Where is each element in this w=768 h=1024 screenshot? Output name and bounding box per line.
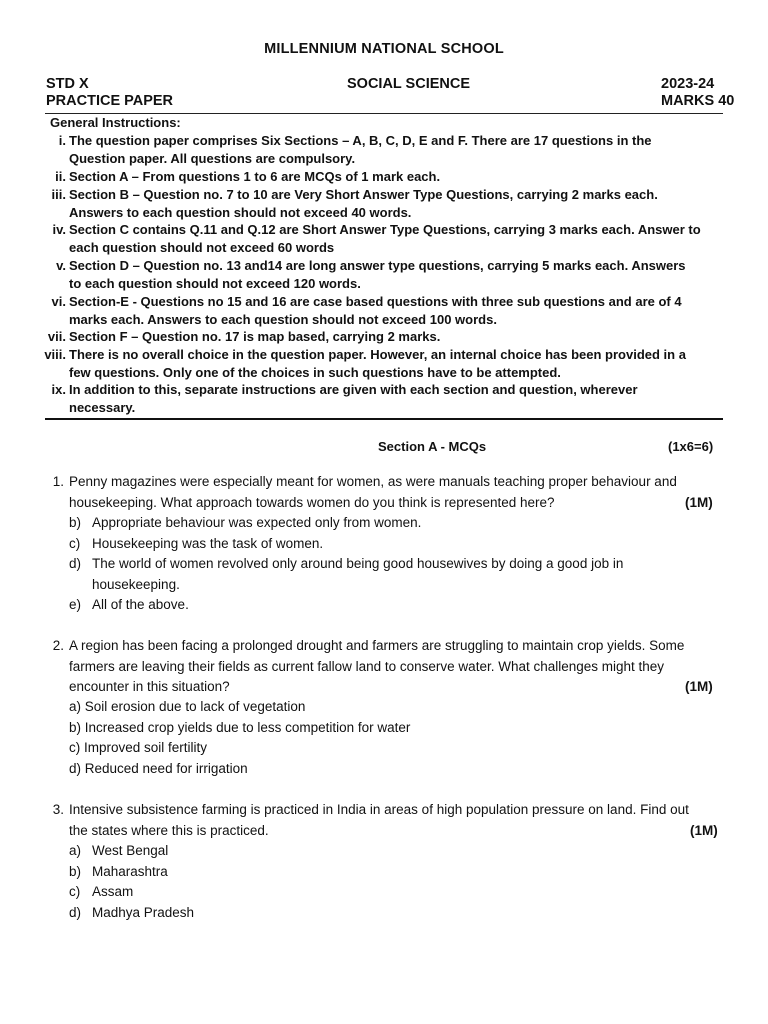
instruction-number: ii.: [55, 169, 66, 184]
question-line: Penny magazines were especially meant for women, as were manuals teaching proper behaviour and: [69, 474, 677, 489]
instructions-divider: [45, 418, 723, 420]
option: b) Increased crop yields due to less competition for water: [69, 720, 411, 735]
question-line: housekeeping. What approach towards women do you think is represented here?: [69, 494, 555, 510]
school-name: MILLENNIUM NATIONAL SCHOOL: [264, 41, 504, 57]
instruction-line: Section F – Question no. 17 is map based, carrying 2 marks.: [69, 329, 441, 344]
instruction-line: Section-E - Questions no 15 and 16 are case based questions with three sub questions and are of 4: [69, 294, 682, 309]
question-line: A region has been facing a prolonged drought and farmers are struggling to maintain crop yields. Some: [69, 638, 685, 653]
option-label: c): [69, 536, 81, 551]
option-text: Housekeeping was the task of women.: [92, 536, 324, 551]
academic-year: 2023-24: [661, 76, 715, 92]
option-label: b): [69, 515, 82, 530]
option: d) Reduced need for irrigation: [69, 761, 248, 776]
instruction-line: Section A – From questions 1 to 6 are MCQs of 1 mark each.: [69, 169, 441, 184]
option-text: The world of women revolved only around being good housewives by doing a good job in: [92, 556, 624, 571]
instruction-number: ix.: [51, 382, 66, 397]
instruction-number: v.: [56, 258, 66, 273]
question-number: 2.: [52, 638, 64, 653]
instructions-title: General Instructions:: [50, 115, 181, 130]
instruction-line: Section C contains Q.11 and Q.12 are Short Answer Type Questions, carrying 3 marks each. Answer to: [69, 222, 701, 237]
option-text: Madhya Pradesh: [92, 905, 195, 920]
option: c) Improved soil fertility: [69, 740, 208, 755]
instruction-line: The question paper comprises Six Sections – A, B, C, D, E and F. There are 17 questions in the: [69, 133, 652, 148]
std-label: STD X: [46, 76, 89, 92]
instruction-line: few questions. Only one of the choices in such questions have to be attempted.: [69, 364, 561, 380]
instruction-line: In addition to this, separate instructions are given with each section and question, wherever: [69, 382, 638, 397]
option-text: Maharashtra: [92, 864, 168, 879]
question-number: 3.: [52, 802, 64, 817]
option-label: d): [69, 905, 82, 920]
instruction-line: each question should not exceed 60 words: [69, 239, 335, 255]
option: a) Soil erosion due to lack of vegetation: [69, 699, 306, 714]
option-label: a): [69, 843, 82, 858]
question-1-marks: (1M): [685, 495, 713, 510]
question-number: 1.: [52, 474, 64, 489]
option-text: West Bengal: [92, 843, 169, 858]
option-label: e): [69, 597, 82, 612]
instruction-line: Question paper. All questions are compulsory.: [69, 150, 356, 166]
question-2-marks: (1M): [685, 679, 713, 694]
instruction-line: There is no overall choice in the question paper. However, an internal choice has been provided in a: [69, 347, 686, 362]
header-divider: [45, 113, 723, 114]
instruction-number: iv.: [52, 222, 66, 237]
section-a-marks: (1x6=6): [668, 439, 714, 454]
question-3-marks: (1M): [690, 823, 718, 838]
instruction-number: viii.: [44, 347, 66, 362]
question-line: the states where this is practiced.: [69, 822, 269, 838]
instruction-number: iii.: [51, 187, 66, 202]
instruction-line: to each question should not exceed 120 words.: [69, 275, 361, 291]
instruction-line: marks each. Answers to each question should not exceed 100 words.: [69, 311, 497, 327]
subject-title: SOCIAL SCIENCE: [347, 76, 471, 92]
option-text: Assam: [92, 884, 134, 899]
total-marks: MARKS 40: [661, 93, 735, 109]
instruction-number: i.: [58, 133, 66, 148]
question-line: Intensive subsistence farming is practiced in India in areas of high population pressure on land. Find out: [69, 802, 689, 817]
option-label: b): [69, 864, 82, 879]
paper-type: PRACTICE PAPER: [46, 93, 174, 109]
instruction-line: Section D – Question no. 13 and14 are long answer type questions, carrying 5 marks each. Answers: [69, 258, 686, 273]
question-line: farmers are leaving their fields as current fallow land to conserve water. What challenges might they: [69, 658, 665, 674]
instruction-number: vii.: [47, 329, 66, 344]
instruction-line: Section B – Question no. 7 to 10 are Very Short Answer Type Questions, carrying 2 marks each.: [69, 187, 658, 202]
question-line: encounter in this situation?: [69, 679, 230, 694]
instruction-line: necessary.: [69, 399, 136, 415]
option-text: Appropriate behaviour was expected only from women.: [92, 515, 422, 530]
instruction-line: Answers to each question should not exceed 40 words.: [69, 204, 412, 220]
option-text: housekeeping.: [92, 576, 180, 592]
option-label: d): [69, 556, 82, 571]
option-text: All of the above.: [92, 597, 189, 612]
option-label: c): [69, 884, 81, 899]
instruction-number: vi.: [51, 294, 66, 309]
section-a-title: Section A - MCQs: [378, 439, 487, 454]
